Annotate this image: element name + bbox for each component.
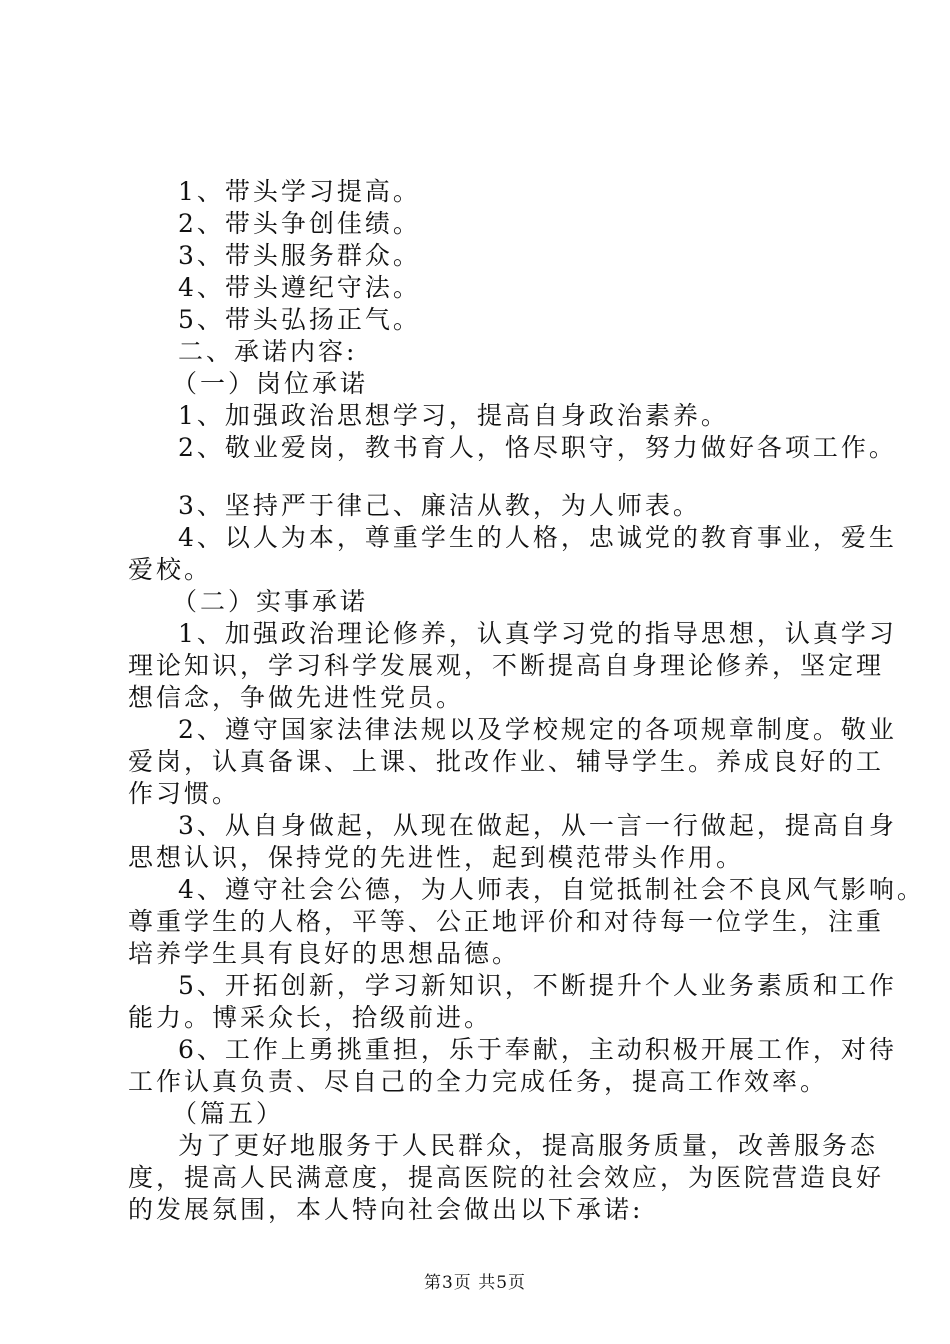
- section-heading: （篇五）: [172, 1099, 285, 1128]
- text-line: 能力。博采众长，拾级前进。: [128, 1003, 493, 1032]
- text-line: 4、遵守社会公德，为人师表，自觉抵制社会不良风气影响。: [178, 875, 925, 904]
- page-footer: 第3页 共5页: [423, 1273, 527, 1293]
- text-line: 3、带头服务群众。: [178, 241, 421, 270]
- text-line: 1、带头学习提高。: [178, 177, 421, 206]
- text-line: 3、坚持严于律己、廉洁从教，为人师表。: [178, 491, 701, 520]
- text-line: 2、遵守国家法律法规以及学校规定的各项规章制度。敬业: [178, 715, 897, 744]
- text-line: 爱校。: [128, 555, 213, 584]
- text-line: 爱岗，认真备课、上课、批改作业、辅导学生。养成良好的工: [128, 747, 885, 776]
- text-line: 尊重学生的人格，平等、公正地评价和对待每一位学生，注重: [128, 907, 885, 936]
- subsection-heading: （一）岗位承诺: [172, 369, 369, 398]
- text-line: 6、工作上勇挑重担，乐于奉献，主动积极开展工作，对待: [178, 1035, 897, 1064]
- text-line: 理论知识，学习科学发展观，不断提高自身理论修养，坚定理: [128, 651, 885, 680]
- text-line: 想信念，争做先进性党员。: [128, 683, 465, 712]
- text-line: 2、带头争创佳绩。: [178, 209, 421, 238]
- section-heading: 二、承诺内容:: [178, 337, 358, 366]
- text-line: 作习惯。: [128, 779, 241, 808]
- subsection-heading: （二）实事承诺: [172, 587, 369, 616]
- text-line: 5、带头弘扬正气。: [178, 305, 421, 334]
- text-line: 1、加强政治思想学习，提高自身政治素养。: [178, 401, 729, 430]
- text-line: 为了更好地服务于人民群众，提高服务质量，改善服务态: [178, 1131, 879, 1160]
- text-line: 思想认识，保持党的先进性，起到模范带头作用。: [128, 843, 745, 872]
- text-line: 1、加强政治理论修养，认真学习党的指导思想，认真学习: [178, 619, 897, 648]
- text-line: 培养学生具有良好的思想品德。: [128, 939, 521, 968]
- text-line: 4、以人为本，尊重学生的人格，忠诚党的教育事业，爱生: [178, 523, 897, 552]
- text-line: 的发展氛围，本人特向社会做出以下承诺:: [128, 1195, 644, 1224]
- text-line: 5、开拓创新，学习新知识，不断提升个人业务素质和工作: [178, 971, 897, 1000]
- text-line: 2、敬业爱岗，教书育人，恪尽职守，努力做好各项工作。: [178, 433, 897, 462]
- text-line: 工作认真负责、尽自己的全力完成任务，提高工作效率。: [128, 1067, 829, 1096]
- text-line: 3、从自身做起，从现在做起，从一言一行做起，提高自身: [178, 811, 897, 840]
- text-line: 4、带头遵纪守法。: [178, 273, 421, 302]
- text-line: 度，提高人民满意度，提高医院的社会效应，为医院营造良好: [128, 1163, 885, 1192]
